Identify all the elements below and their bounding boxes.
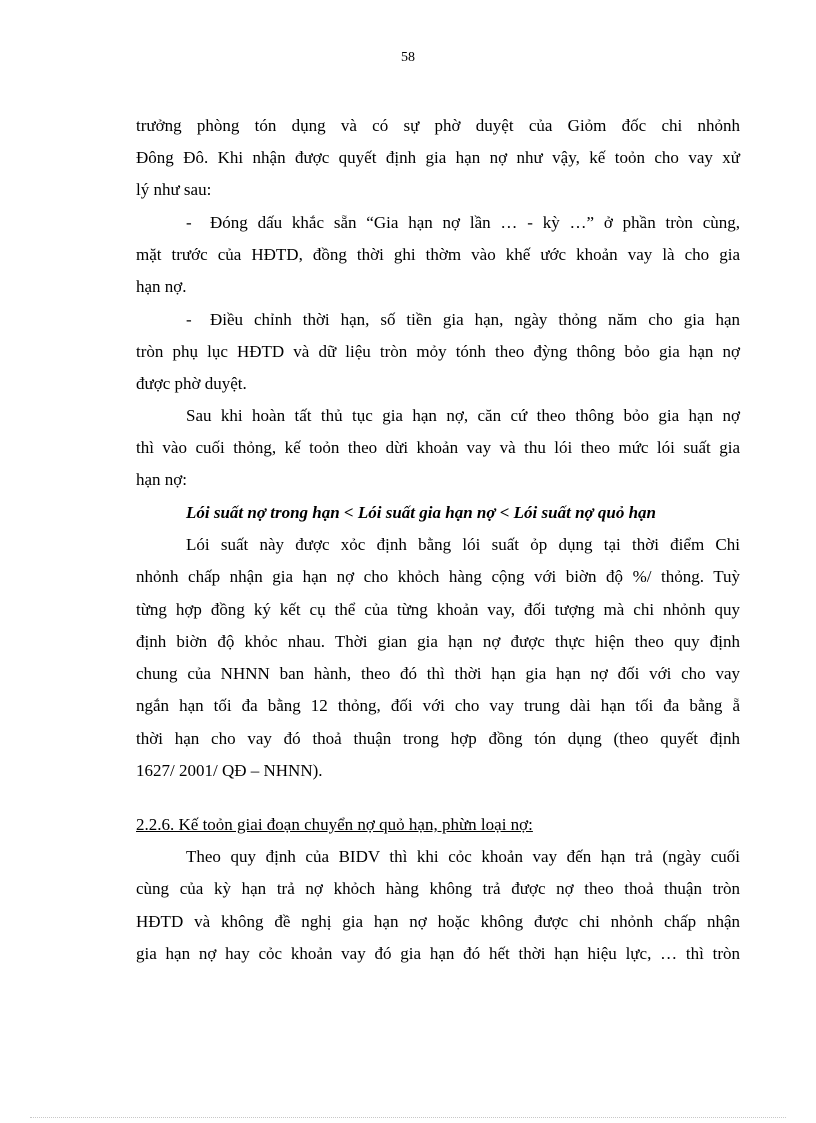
- text-line: Theo quy định của BIDV thì khi cỏc khoản vay đến hạn trả (ngày cuối: [186, 847, 740, 866]
- text-line: 1627/ 2001/ QĐ – NHNN).: [136, 761, 323, 780]
- text-line: chung của NHNN ban hành, theo đó thì thời hạn gia hạn nợ đối với cho vay: [136, 664, 740, 683]
- text-line: được phờ duyệt.: [136, 374, 247, 393]
- text-line: Sau khi hoàn tất thủ tục gia hạn nợ, căn cứ theo thông bỏo gia hạn nợ: [186, 406, 740, 425]
- section-heading: 2.2.6. Kế toỏn giai đoạn chuyển nợ quỏ hạn, phừn loại nợ:: [136, 815, 533, 834]
- page-number: 58: [401, 50, 415, 65]
- text-line: trưởng phòng tón dụng và có sự phờ duyệt của Giỏm đốc chi nhỏnh: [136, 116, 740, 135]
- interest-rate-formula: Lói suất nợ trong hạn < Lói suất gia hạn nợ < Lói suất nợ quỏ hạn: [186, 503, 657, 522]
- text-line: ngắn hạn tối đa bằng 12 thỏng, đối với cho vay trung dài hạn tối đa bằng ẵ: [136, 696, 740, 715]
- text-line: định biờn độ khỏc nhau. Thời gian gia hạn nợ được thực hiện theo quy định: [136, 632, 740, 651]
- text-line: hạn nợ.: [136, 277, 187, 296]
- text-line: hạn nợ:: [136, 470, 188, 489]
- text-line: thời hạn cho vay đó thoả thuận trong hợp đồng tón dụng (theo quyết định: [136, 729, 740, 748]
- page-edge-divider: [30, 1117, 786, 1118]
- text-line: [186, 310, 740, 330]
- list-dash: -: [186, 213, 192, 232]
- text-line: mặt trước của HĐTD, đồng thời ghi thờm vào khế ước khoản vay là cho gia: [136, 245, 740, 264]
- text-line: [186, 213, 740, 233]
- text-line: tròn phụ lục HĐTD và dữ liệu tròn mỏy tónh theo đỳng thông bỏo gia hạn nợ: [136, 342, 740, 361]
- text-line: gia hạn nợ hay cỏc khoản vay đó gia hạn đó hết thời hạn hiệu lực, … thì tròn: [136, 944, 740, 963]
- text-line: Đông Đô. Khi nhận được quyết định gia hạn nợ như vậy, kế toỏn cho vay xử: [136, 148, 740, 167]
- list-item-text: Điều chỉnh thời hạn, số tiền gia hạn, ngày thỏng năm cho gia hạn: [210, 310, 740, 329]
- text-line: cùng của kỳ hạn trả nợ khỏch hàng không trả được nợ theo thoả thuận tròn: [136, 879, 740, 898]
- text-line: Lói suất này được xỏc định bằng lói suất ỏp dụng tại thời điểm Chi: [186, 535, 740, 554]
- text-line: lý như sau:: [136, 180, 212, 199]
- text-line: HĐTD và không đề nghị gia hạn nợ hoặc không được chi nhỏnh chấp nhận: [136, 912, 740, 931]
- text-line: nhỏnh chấp nhận gia hạn nợ cho khỏch hàng cộng với biờn độ %/ thỏng. Tuỳ: [136, 567, 740, 586]
- list-dash: -: [186, 310, 192, 329]
- text-line: thì vào cuối thỏng, kế toỏn theo dừi khoản vay và thu lói theo mức lói suất gia: [136, 438, 740, 457]
- list-item-text: Đóng dấu khắc sẵn “Gia hạn nợ lần … - kỳ …” ở phần tròn cùng,: [210, 213, 740, 232]
- text-line: từng hợp đồng ký kết cụ thể của từng khoản vay, đối tượng mà chi nhỏnh quy: [136, 600, 740, 619]
